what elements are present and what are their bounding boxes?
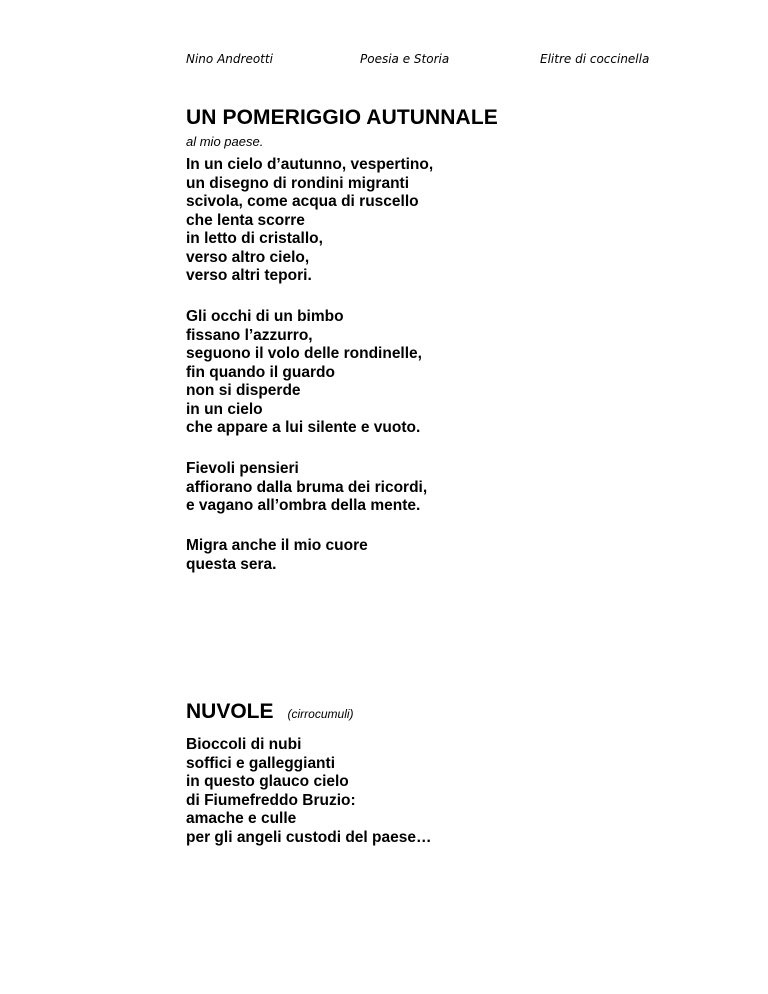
poem-line: Bioccoli di nubi: [186, 736, 302, 753]
poem-line: amache e culle: [186, 810, 297, 827]
poem-title: UN POMERIGGIO AUTUNNALE: [186, 106, 498, 129]
poem2-title: NUVOLE: [186, 700, 274, 723]
poem-line: scivola, come acqua di ruscello: [186, 193, 419, 210]
poem-line: in un cielo: [186, 400, 263, 418]
page-header: [0, 52, 768, 72]
poem-stanza: [186, 156, 433, 286]
poem-line: Gli occhi di un bimbo: [186, 308, 344, 325]
poem-line: un disegno di rondini migranti: [186, 174, 410, 192]
poem-line: Migra anche il mio cuore: [186, 537, 368, 554]
poem-line: fissano l’azzurro,: [186, 326, 313, 344]
poem2-heading: [186, 700, 354, 724]
poem-dedication: al mio paese.: [186, 134, 264, 149]
poem-line: e vagano all’ombra della mente.: [186, 497, 421, 514]
poem-line: non si disperde: [186, 382, 301, 399]
poem-stanza: [186, 736, 431, 847]
poem-stanza: [186, 308, 422, 438]
poem2-subtitle: (cirrocumuli): [287, 707, 354, 721]
header-section: Poesia e Storia: [360, 52, 450, 66]
poem-line: verso altro cielo,: [186, 248, 310, 266]
poem-line: verso altri tepori.: [186, 267, 312, 284]
poem-line: fin quando il guardo: [186, 363, 335, 381]
poem-line: soffici e galleggianti: [186, 754, 335, 772]
poem-line: che appare a lui silente e vuoto.: [186, 419, 421, 436]
poem-stanza: [186, 460, 427, 516]
poem-line: per gli angeli custodi del paese…: [186, 828, 432, 846]
header-author: Nino Andreotti: [186, 52, 273, 66]
poem-stanza: [186, 537, 368, 574]
poem-line: In un cielo d’autunno, vespertino,: [186, 156, 434, 173]
poem-line: seguono il volo delle rondinelle,: [186, 345, 422, 362]
poem-line: affiorano dalla bruma dei ricordi,: [186, 478, 428, 496]
poem-line: Fievoli pensieri: [186, 460, 299, 477]
poem-line: in questo glauco cielo: [186, 773, 349, 790]
poem-line: di Fiumefreddo Bruzio:: [186, 791, 356, 809]
poem-line: in letto di cristallo,: [186, 230, 323, 247]
poem-line: che lenta scorre: [186, 211, 305, 229]
poem-line: questa sera.: [186, 555, 277, 573]
header-collection: Elitre di coccinella: [540, 52, 650, 66]
